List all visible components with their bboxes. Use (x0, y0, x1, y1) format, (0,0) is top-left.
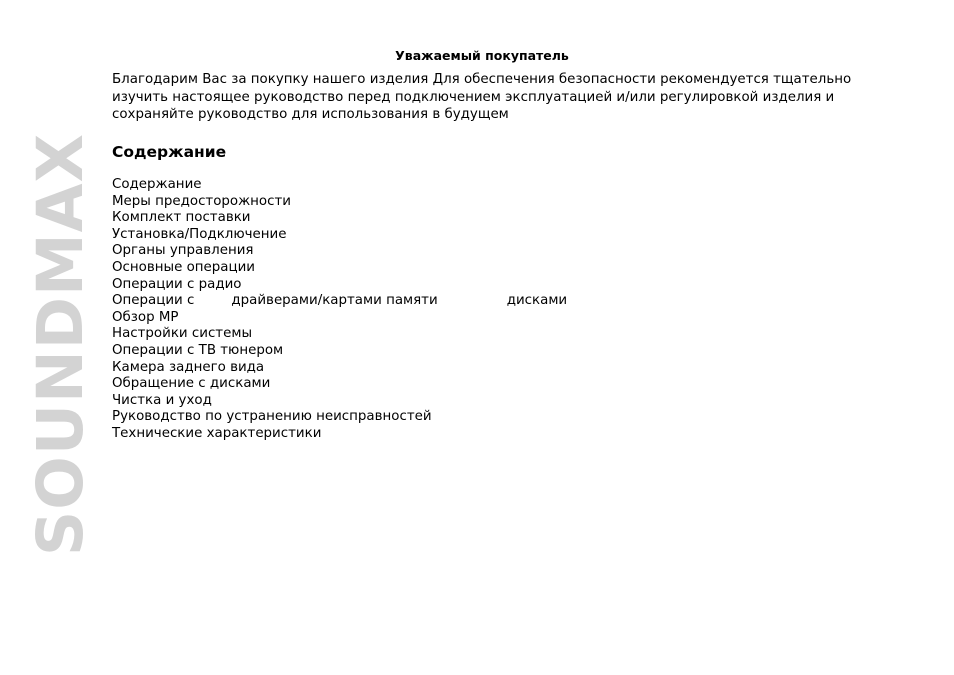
toc-item: Настройки системы (112, 326, 253, 342)
brand-logo-watermark (13, 44, 108, 644)
toc-item: Обращение с дисками (112, 376, 271, 392)
toc-item-part: Операции с (112, 293, 195, 309)
intro-line: сохраняйте руководство для использования в будущем (112, 107, 509, 122)
toc-list (112, 177, 567, 443)
toc-item: Содержание (112, 177, 202, 192)
toc-item: Комплект поставки (112, 210, 251, 226)
greeting-title: Уважаемый покупатель (395, 48, 569, 63)
toc-item: Операции с радио (112, 276, 242, 292)
toc-item-part: драйверами/картами памяти (231, 293, 438, 309)
toc-item-media-operations (112, 293, 567, 310)
toc-item: Камера заднего вида (112, 359, 265, 375)
toc-item: Установка/Подключение (112, 226, 287, 242)
toc-item: Обзор МР (112, 309, 179, 325)
toc-item: Основные операции (112, 259, 255, 275)
toc-heading: Содержание (112, 143, 227, 161)
intro-line: Благодарим Вас за покупку нашего изделия Для обеспечения безопасности рекомендуется тщательно (112, 72, 852, 87)
toc-item: Операции с ТВ тюнером (112, 342, 284, 358)
toc-item: Меры предосторожности (112, 193, 291, 209)
intro-paragraph (112, 71, 892, 124)
brand-logo-text: SOUNDMAX (24, 132, 98, 556)
toc-item-part: дисками (506, 293, 568, 309)
toc-item: Технические характеристики (112, 425, 322, 441)
toc-item: Чистка и уход (112, 392, 212, 408)
toc-item: Органы управления (112, 243, 254, 259)
intro-line: изучить настоящее руководство перед подключением эксплуатацией и/или регулировкой изделия и (112, 89, 835, 105)
toc-item: Руководство по устранению неисправностей (112, 409, 432, 425)
